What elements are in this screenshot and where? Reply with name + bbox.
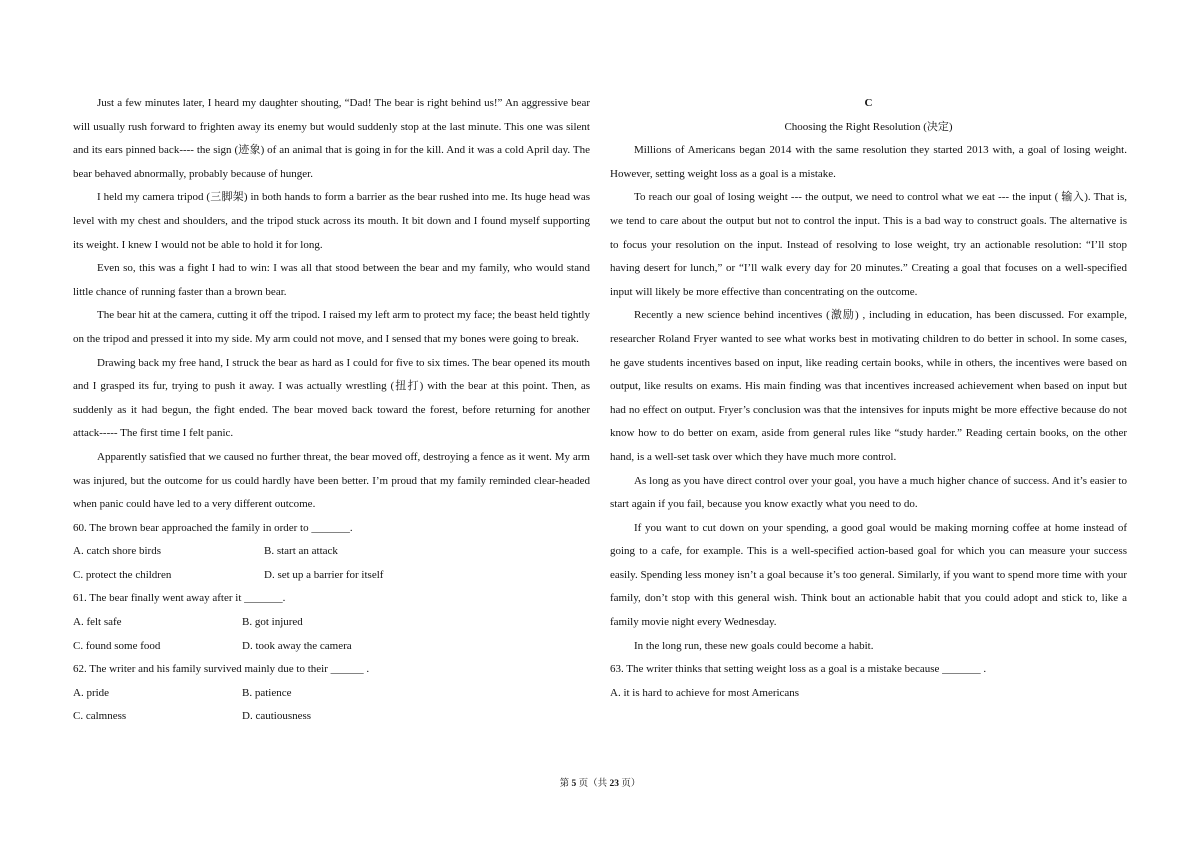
passage-paragraph-4: As long as you have direct control over your goal, you have a much higher chance of success. And it’s easier to start again if you fail, because you know exactly what you need to do. — [610, 474, 1127, 511]
option-row — [73, 635, 590, 659]
option-row — [73, 682, 590, 706]
section-letter: C — [864, 97, 873, 109]
story-paragraph-6: Apparently satisfied that we caused no further threat, the bear moved off, destroying a fence as it went. My arm was injured, but the outcome for us could hardly have been better. I’m proud that my family reminded clear-headed when panic could have led to a very different outcome. — [73, 450, 590, 511]
page-total: 23 — [609, 779, 619, 789]
page-footer — [0, 775, 1200, 789]
question-60 — [73, 517, 590, 588]
question-stem: 63. The writer thinks that setting weight loss as a goal is a mistake because _______ . — [610, 663, 987, 676]
story-paragraph-5: Drawing back my free hand, I struck the bear as hard as I could for five to six times. The bear opened its mouth and I grasped its fur, trying to push it away. I was actually wrestling (扭打) with the bear at this point. Then, as suddenly as it had begun, the fight ended. The bear moved back toward the forest, before returning for another attack----- The first time I felt panic. — [73, 356, 590, 440]
question-stem: 60. The brown bear approached the family in order to _______. — [73, 521, 353, 534]
option-b: B. start an attack — [264, 545, 338, 558]
question-63 — [610, 658, 1127, 705]
footer-prefix: 第 — [559, 779, 572, 789]
story-paragraph-1: Just a few minutes later, I heard my daughter shouting, “Dad! The bear is right behind us!” An aggressive bear will usually rush forward to frighten away its enemy but would suddenly stop at the last minute. This one was silent and its ears pinned back---- the sign (迹象) of an animal that is going in for the kill. And it was a cold April day. The bear behaved abnormally, probably because of hunger. — [73, 97, 590, 180]
option-c: C. protect the children — [73, 568, 172, 581]
passage-paragraph-6: In the long run, these new goals could become a habit. — [634, 639, 874, 652]
question-stem: 62. The writer and his family survived mainly due to their ______ . — [73, 663, 370, 676]
passage-title: Choosing the Right Resolution (决定) — [784, 120, 953, 133]
option-row — [73, 540, 590, 564]
story-paragraph-2: I held my camera tripod (三脚架) in both hands to form a barrier as the bear rushed into me. Its huge head was level with my chest and shoulders, and the tripod stuck across its mouth. It bit down and I found myself supporting its weight. I knew I would not be able to hold it for long. — [73, 191, 590, 251]
question-62 — [73, 658, 590, 729]
story-paragraph-3: Even so, this was a fight I had to win: I was all that stood between the bear and my family, who would stand little chance of running faster than a brown bear. — [73, 262, 590, 298]
option-c: C. calmness — [73, 710, 127, 723]
question-61 — [73, 587, 590, 658]
option-a: A. it is hard to achieve for most Americans — [610, 686, 800, 699]
passage-paragraph-1: Millions of Americans began 2014 with the same resolution they started 2013 with, a goal of losing weight. However, setting weight loss as a goal is a mistake. — [610, 144, 1127, 180]
page-number: 5 — [571, 779, 577, 789]
option-a: A. pride — [73, 686, 110, 699]
passage-paragraph-5: If you want to cut down on your spending, a good goal would be making morning coffee at home instead of going to a cafe, for example. This is a well-specified action-based goal for which you can measure your success easily. Spending less money isn’t a goal because it’s too general. Similarly, if you want to spend more time with your family, don’t stop with this general wish. Think bout an actionable habit that you could adopt and stick to, like a family movie night every Wednesday. — [610, 521, 1127, 629]
option-b: B. patience — [242, 686, 292, 699]
option-a: A. catch shore birds — [73, 545, 161, 558]
option-row — [73, 564, 590, 588]
option-a: A. felt safe — [73, 616, 122, 629]
option-d: D. took away the camera — [242, 639, 352, 652]
option-row — [73, 611, 590, 635]
right-column — [610, 92, 1127, 705]
footer-middle: 页（共 — [576, 779, 610, 789]
option-d: D. cautiousness — [242, 710, 312, 723]
passage-paragraph-3: Recently a new science behind incentives (激励) , including in education, has been discussed. For example, researcher Roland Fryer wanted to see what works best in motivating children to do better in school. In some cases, he gave students incentives based on input, like reading certain books, while in others, the incentives were based on output, like results on exams. His main finding was that incentives increased achievement when based on input but had no effect on output. Fryer’s conclusion was that the intensives for inputs might be more effective because do not know how to do better on exam, aside from general rules like “study harder.” Reading certain books, on the other hand, is a well-set task over which they have much more control. — [610, 309, 1127, 463]
passage-paragraph-2: To reach our goal of losing weight --- the output, we need to control what we eat --- the input ( 输入). That is, we tend to care about the output but not to control the input. This is a bad way to construct goals. The alternative is to focus your resolution on the input. Instead of resolving to lose weight, try an actionable resolution: “I’ll stop having desert for lunch,” or “I’ll walk every day for 20 minutes.” Creating a goal that focuses on a well-specified input will likely be more effective than concentrating on the outcome. — [610, 191, 1127, 298]
left-column — [73, 92, 590, 729]
question-stem: 61. The bear finally went away after it _______. — [73, 592, 286, 605]
option-c: C. found some food — [73, 639, 161, 652]
footer-suffix: 页） — [619, 779, 641, 789]
option-b: B. got injured — [242, 616, 303, 629]
option-row — [73, 705, 590, 729]
story-paragraph-4: The bear hit at the camera, cutting it off the tripod. I raised my left arm to protect my face; the beast held tightly on the tripod and pressed it into my side. My arm could not move, and I sensed that my bones were going to break. — [73, 309, 590, 345]
option-d: D. set up a barrier for itself — [264, 568, 384, 581]
